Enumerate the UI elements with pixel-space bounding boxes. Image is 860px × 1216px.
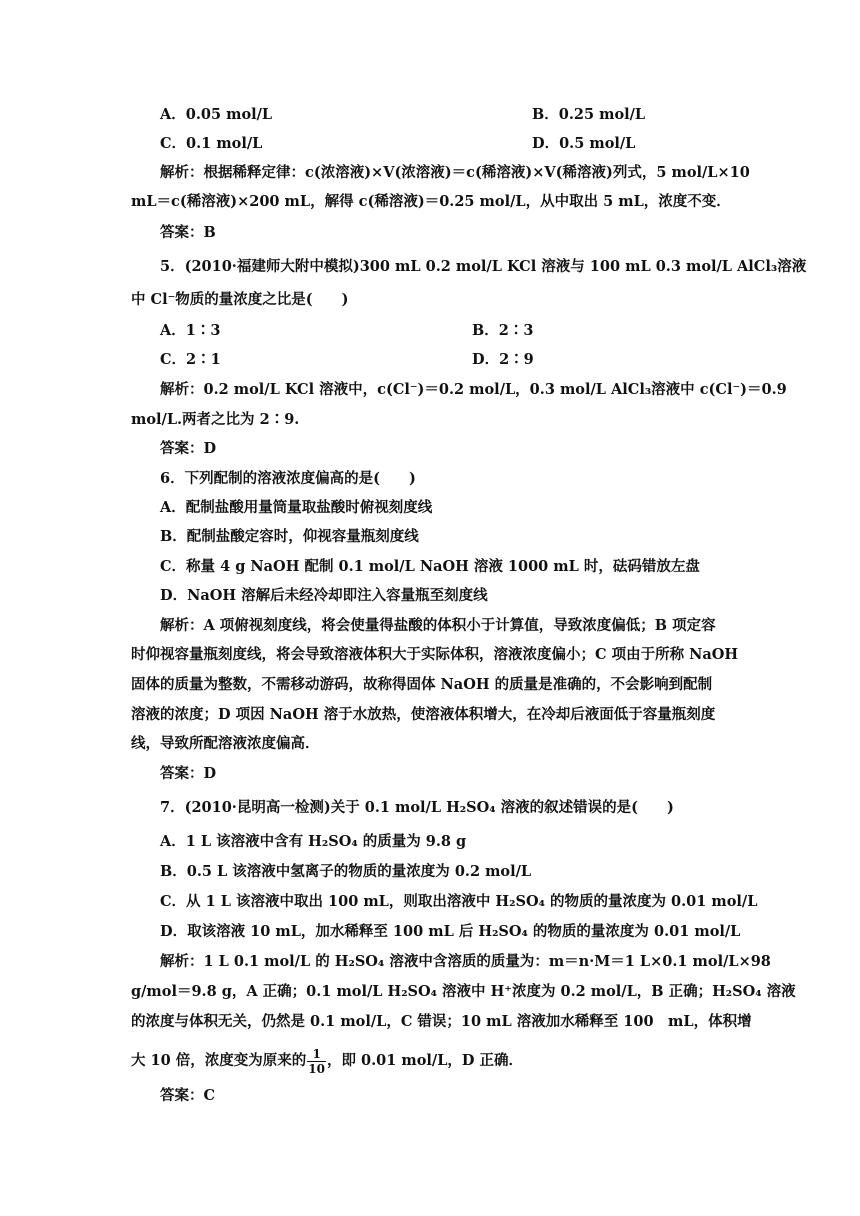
q4-analysis-line-2: mL＝c(稀溶液)×200 mL，解得 c(稀溶液)＝0.25 mol/L，从中取出 5 mL，浓度不变． — [131, 193, 731, 210]
q6-option-b: B．配制盐酸定容时，仰视容量瓶刻度线 — [160, 528, 419, 545]
q7-analysis-line-4 — [131, 1046, 523, 1076]
q6-analysis-line-1: 解析：A 项俯视刻度线，将会使量得盐酸的体积小于计算值，导致浓度偏低；B 项定容 — [160, 617, 716, 634]
fraction-denominator: 10 — [308, 1061, 325, 1076]
q5-option-b: B．2∶3 — [472, 322, 534, 339]
q7-option-a: A．1 L 该溶液中含有 H₂SO₄ 的质量为 9.8 g — [160, 833, 467, 850]
q6-analysis-line-2: 时仰视容量瓶刻度线，将会导致溶液体积大于实际体积，溶液浓度偏小；C 项由于所称 NaOH — [131, 646, 739, 663]
q5-stem-line-2: 中 Cl⁻物质的量浓度之比是( ) — [131, 291, 349, 308]
q5-stem-line-1: 5．(2010·福建师大附中模拟)300 mL 0.2 mol/L KCl 溶液与 100 mL 0.3 mol/L AlCl₃溶液 — [160, 258, 807, 275]
q4-options-row-1 — [160, 105, 646, 125]
q7-analysis-line-4-lead: 大 10 倍，浓度变为原来的 — [131, 1052, 307, 1069]
q4-answer: 答案：B — [160, 224, 216, 241]
q5-options-row-2 — [160, 350, 534, 370]
q5-analysis-line-2: mol/L.两者之比为 2∶9. — [131, 411, 300, 428]
q6-analysis-line-3: 固体的质量为整数，不需移动游码，故称得固体 NaOH 的质量是准确的，不会影响到配制 — [131, 676, 713, 693]
q4-option-a: A．0.05 mol/L — [160, 106, 273, 123]
q7-analysis-line-2: g/mol＝9.8 g，A 正确；0.1 mol/L H₂SO₄ 溶液中 H⁺浓度为 0.2 mol/L，B 正确；H₂SO₄ 溶液 — [131, 983, 796, 1000]
q4-option-b: B．0.25 mol/L — [532, 106, 646, 123]
q4-options-row-2 — [160, 134, 636, 154]
q7-stem: 7．(2010·昆明高一检测)关于 0.1 mol/L H₂SO₄ 溶液的叙述错误的是( ) — [160, 799, 674, 816]
q4-option-c: C．0.1 mol/L — [160, 135, 263, 152]
q7-option-d: D．取该溶液 10 mL，加水稀释至 100 mL 后 H₂SO₄ 的物质的量浓度为 0.01 mol/L — [160, 923, 741, 940]
q7-option-c: C．从 1 L 该溶液中取出 100 mL，则取出溶液中 H₂SO₄ 的物质的量浓度为 0.01 mol/L — [160, 893, 758, 910]
q5-options-row-1 — [160, 321, 534, 341]
q7-analysis-line-4-tail: ，即 0.01 mol/L，D 正确． — [326, 1052, 524, 1069]
q7-analysis-line-3: 的浓度与体积无关，仍然是 0.1 mol/L，C 错误；10 mL 溶液加水稀释至 100 mL，体积增 — [131, 1013, 752, 1030]
q6-option-a: A．配制盐酸用量筒量取盐酸时俯视刻度线 — [160, 499, 433, 516]
fraction-numerator: 1 — [307, 1047, 326, 1062]
q5-option-c: C．2∶1 — [160, 351, 221, 368]
q5-analysis-line-1: 解析：0.2 mol/L KCl 溶液中，c(Cl⁻)＝0.2 mol/L，0.3 mol/L AlCl₃溶液中 c(Cl⁻)＝0.9 — [160, 381, 787, 398]
q7-option-b: B．0.5 L 该溶液中氢离子的物质的量浓度为 0.2 mol/L — [160, 863, 532, 880]
q6-analysis-line-4: 溶液的浓度；D 项因 NaOH 溶于水放热，使溶液体积增大，在冷却后液面低于容量瓶刻度 — [131, 706, 716, 723]
q6-answer: 答案：D — [160, 765, 217, 782]
q4-option-d: D．0.5 mol/L — [532, 135, 636, 152]
q7-answer: 答案：C — [160, 1087, 216, 1104]
q5-option-a: A．1∶3 — [160, 322, 221, 339]
fraction-one-tenth — [307, 1047, 326, 1076]
q6-option-c: C．称量 4 g NaOH 配制 0.1 mol/L NaOH 溶液 1000 mL 时，砝码错放左盘 — [160, 558, 700, 575]
q4-analysis-line-1: 解析：根据稀释定律：c(浓溶液)×V(浓溶液)＝c(稀溶液)×V(稀溶液)列式，5 mol/L×10 — [160, 164, 750, 181]
q6-stem: 6．下列配制的溶液浓度偏高的是( ) — [160, 470, 416, 487]
q5-option-d: D．2∶9 — [472, 351, 534, 368]
q7-analysis-line-1: 解析：1 L 0.1 mol/L 的 H₂SO₄ 溶液中含溶质的质量为：m＝n·M＝1 L×0.1 mol/L×98 — [160, 953, 771, 970]
q5-answer: 答案：D — [160, 440, 217, 457]
q6-analysis-line-5: 线，导致所配溶液浓度偏高． — [131, 735, 320, 752]
q6-option-d: D．NaOH 溶解后未经冷却即注入容量瓶至刻度线 — [160, 587, 488, 604]
